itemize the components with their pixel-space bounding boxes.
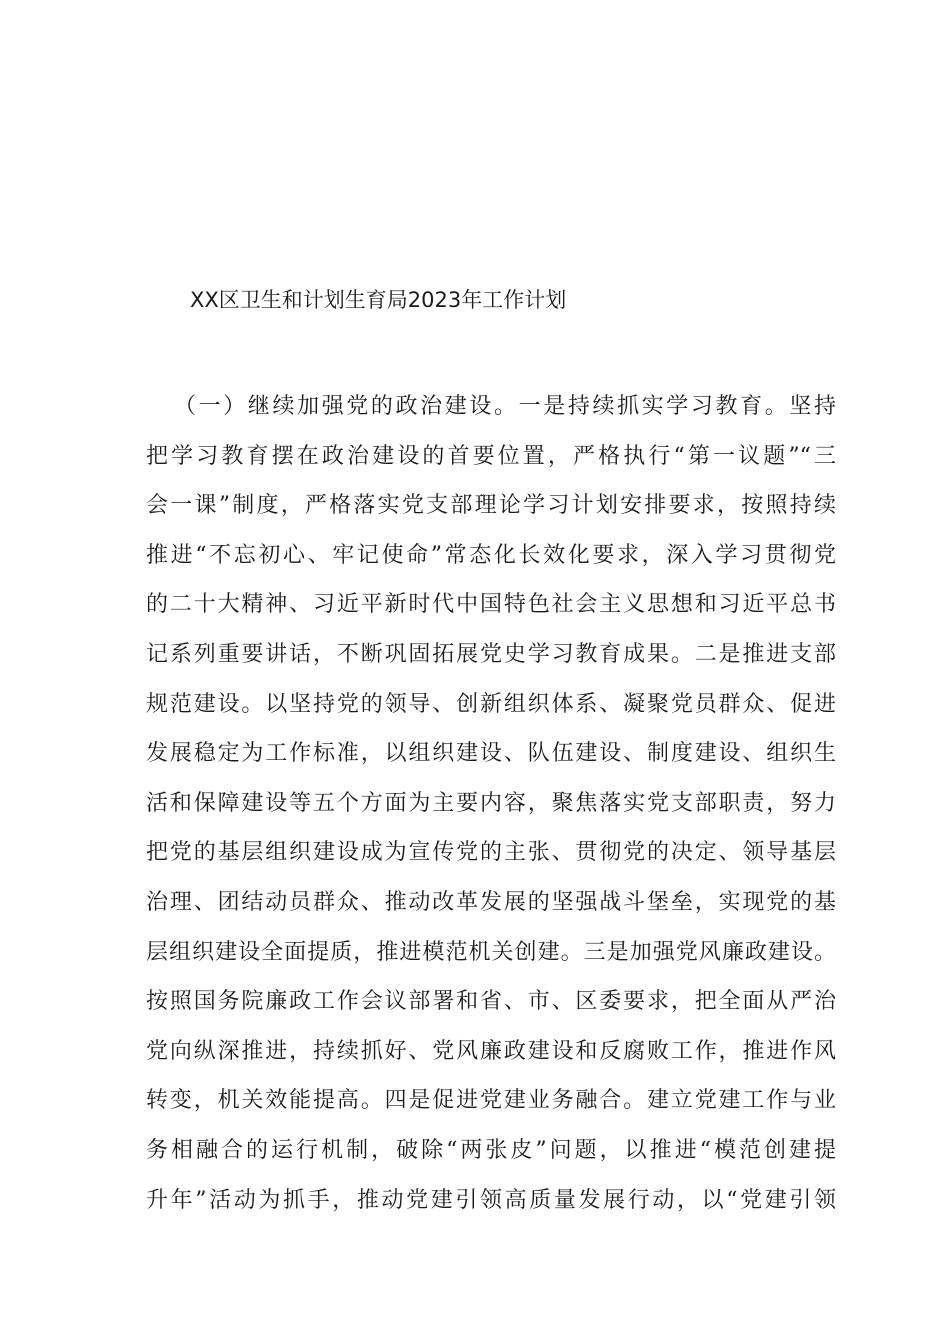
body-line: 党向纵深推进，持续抓好、党风廉政建设和反腐败工作，推进作风: [146, 1038, 836, 1064]
body-line: 按照国务院廉政工作会议部署和省、市、区委要求，把全面从严治: [146, 989, 836, 1015]
body-line: 务相融合的运行机制，破除“两张皮”问题，以推进“模范创建提: [146, 1137, 836, 1163]
document-body: [146, 382, 836, 1225]
body-line: 把党的基层组织建设成为宣传党的主张、贯彻党的决定、领导基层: [146, 840, 836, 866]
body-line: （一）继续加强党的政治建设。一是持续抓实学习教育。坚持: [174, 394, 836, 419]
body-line: 推进“不忘初心、牢记使命”常态化长效化要求，深入学习贯彻党: [146, 542, 836, 568]
document-title: XX区卫生和计划生育局2023年工作计划: [190, 288, 567, 312]
body-line: 会一课”制度，严格落实党支部理论学习计划安排要求，按照持续: [146, 493, 836, 519]
body-line: 转变，机关效能提高。四是促进党建业务融合。建立党建工作与业: [146, 1088, 836, 1114]
body-line: 的二十大精神、习近平新时代中国特色社会主义思想和习近平总书: [146, 592, 836, 618]
body-line: 活和保障建设等五个方面为主要内容，聚焦落实党支部职责，努力: [146, 790, 836, 816]
body-line: 发展稳定为工作标准，以组织建设、队伍建设、制度建设、组织生: [146, 741, 836, 767]
body-line: 把学习教育摆在政治建设的首要位置，严格执行“第一议题”“三: [146, 443, 836, 469]
body-line: 规范建设。以坚持党的领导、创新组织体系、凝聚党员群众、促进: [146, 691, 836, 717]
body-line: 升年”活动为抓手，推动党建引领高质量发展行动，以“党建引领: [146, 1187, 836, 1213]
body-line: 层组织建设全面提质，推进模范机关创建。三是加强党风廉政建设。: [146, 939, 836, 965]
body-line: 记系列重要讲话，不断巩固拓展党史学习教育成果。二是推进支部: [146, 641, 836, 667]
body-line: 治理、团结动员群众、推动改革发展的坚强战斗堡垒，实现党的基: [146, 889, 836, 915]
